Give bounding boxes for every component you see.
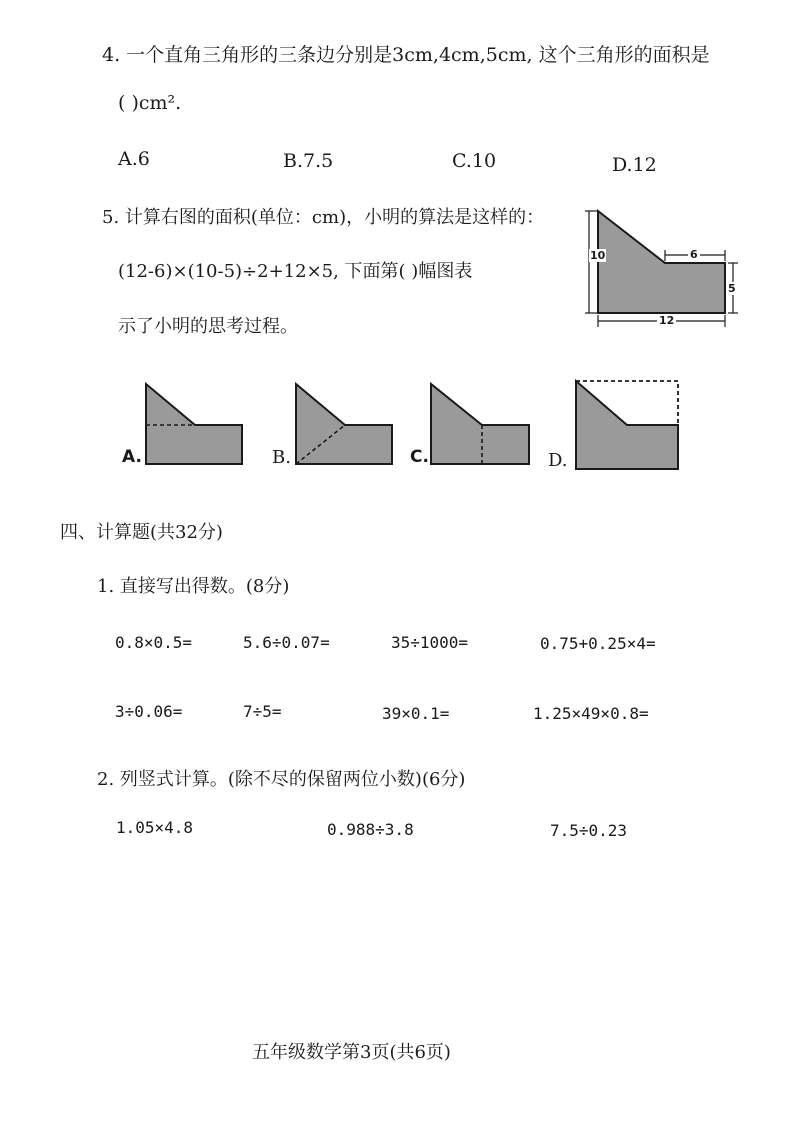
vertical-calc-item: 1.05×4.8 [116, 818, 194, 837]
section4-p1-title: 1. 直接写出得数。(8分) [97, 576, 290, 597]
section4-title: 四、计算题(共32分) [60, 522, 223, 543]
section4-p2-title: 2. 列竖式计算。(除不尽的保留两位小数)(6分) [97, 769, 466, 790]
q5-stem-line3: 示了小明的思考过程。 [118, 316, 298, 337]
q4-stem-line1: 4. 一个直角三角形的三条边分别是3cm,4cm,5cm, 这个三角形的面积是 [102, 44, 710, 66]
vertical-calc-item: 7.5÷0.23 [550, 821, 628, 840]
q5-choice-b-figure [290, 378, 400, 468]
calc-item: 1.25×49×0.8= [533, 704, 649, 723]
q5-figure-label-bottom-width: 12 [659, 314, 675, 327]
q4-stem-line2: ( )cm². [118, 92, 182, 114]
calc-item: 39×0.1= [382, 704, 450, 723]
q5-choice-a-label: A. [122, 447, 142, 467]
q4-option-a: A.6 [118, 148, 150, 170]
q4-option-d: D.12 [612, 154, 657, 176]
q4-option-c: C.10 [452, 150, 497, 172]
calc-item: 3÷0.06= [115, 702, 183, 721]
calc-item: 35÷1000= [391, 633, 469, 652]
calc-item: 0.75+0.25×4= [540, 634, 656, 653]
q5-choice-c-figure [425, 378, 535, 468]
q5-choice-a-figure [140, 378, 250, 468]
q5-choice-c-label: C. [410, 447, 429, 467]
calc-item: 0.8×0.5= [115, 633, 193, 652]
q5-choice-d-figure [570, 375, 685, 473]
q5-figure-label-top-width: 6 [690, 248, 698, 261]
calc-item: 7÷5= [243, 702, 282, 721]
calc-item: 5.6÷0.07= [243, 633, 330, 652]
vertical-calc-item: 0.988÷3.8 [327, 820, 414, 839]
q5-figure-label-right-height: 5 [728, 282, 736, 295]
page-footer: 五年级数学第3页(共6页) [252, 1042, 451, 1063]
q5-stem-line2: (12-6)×(10-5)÷2+12×5, 下面第( )幅图表 [118, 261, 473, 282]
q5-choice-d-label: D. [548, 450, 568, 471]
q4-option-b: B.7.5 [283, 150, 334, 172]
q5-choice-b-label: B. [272, 447, 291, 468]
q5-figure-label-height: 10 [590, 249, 606, 262]
q5-stem-line1: 5. 计算右图的面积(单位：cm)，小明的算法是这样的： [102, 207, 545, 228]
